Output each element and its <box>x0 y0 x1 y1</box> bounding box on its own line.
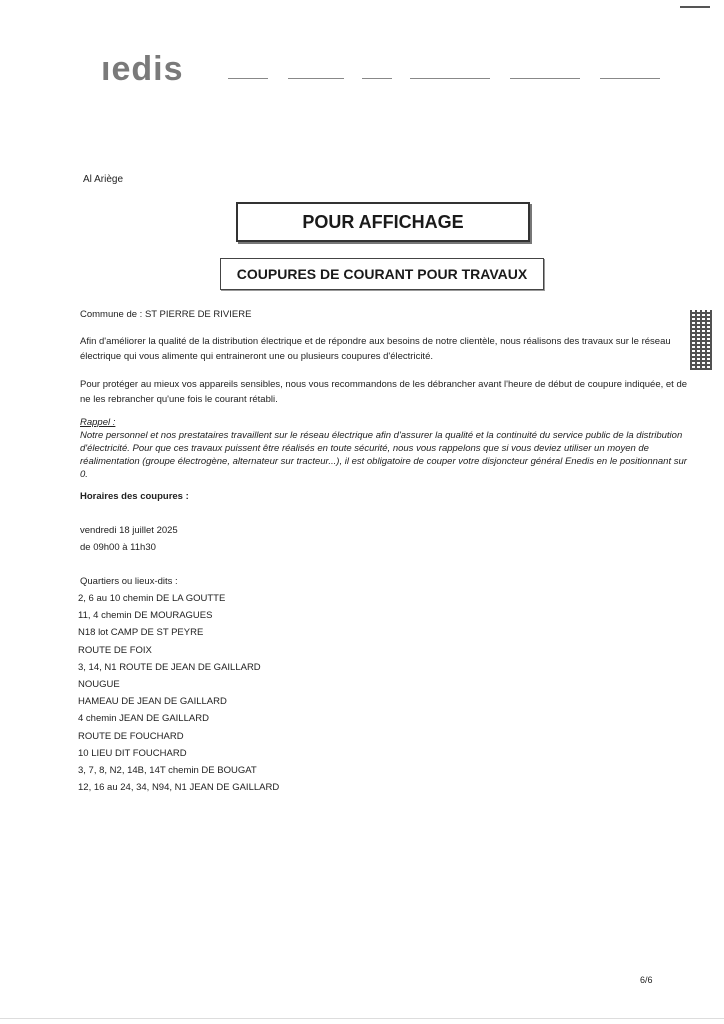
commune-line: Commune de : ST PIERRE DE RIVIERE <box>80 309 252 320</box>
rappel-block <box>80 416 695 481</box>
list-item: HAMEAU DE JEAN DE GAILLARD <box>78 696 227 708</box>
schedule-time: de 09h00 à 11h30 <box>80 542 156 553</box>
header-rule <box>510 78 580 79</box>
list-item: ROUTE DE FOUCHARD <box>78 730 184 742</box>
list-item: 12, 16 au 24, 34, N94, N1 JEAN DE GAILLARD <box>78 782 280 794</box>
header-rule <box>410 78 490 79</box>
header-rule <box>600 78 660 79</box>
quartiers-heading: Quartiers ou lieux-dits : <box>80 576 178 587</box>
title-box: POUR AFFICHAGE <box>236 202 530 242</box>
list-item: 2, 6 au 10 chemin DE LA GOUTTE <box>78 593 226 604</box>
rappel-text: Notre personnel et nos prestataires travaillent sur le réseau électrique afin d'assurer la qualité et la continuité du service public de la distribution d'électricité. Pour que ces travaux puissent être réalisés en toute sécurité, nous vous rappelons que si vous deviez utiliser un moyen de réalimentation (groupe électrogène, alternateur sur tracteur...), il est obligatoire de couper votre disjoncteur général Enedis en le positionnant sur 0. <box>80 430 687 480</box>
subtitle-box: COUPURES DE COURANT POUR TRAVAUX <box>220 258 544 290</box>
list-item: 3, 14, N1 ROUTE DE JEAN DE GAILLARD <box>78 661 261 673</box>
schedule-date: vendredi 18 juillet 2025 <box>80 525 178 536</box>
quartiers-list <box>78 590 279 796</box>
list-item: 3, 7, 8, N2, 14B, 14T chemin DE BOUGAT <box>78 765 257 777</box>
rappel-title: Rappel : <box>80 417 116 428</box>
enedis-logo: ıedis <box>101 50 184 88</box>
page-bottom-rule <box>0 1018 724 1019</box>
list-item: ROUTE DE FOIX <box>78 644 152 656</box>
page-number: 6/6 <box>640 975 653 985</box>
header-rule <box>228 78 268 79</box>
list-item: 4 chemin JEAN DE GAILLARD <box>78 713 209 725</box>
advice-paragraph: Pour protéger au mieux vos appareils sensibles, nous vous recommandons de les débrancher avant l'heure de début de coupure indiquée, et de ne les rebrancher qu'une fois le courant rétabli. <box>80 379 688 405</box>
intro-paragraph: Afin d'améliorer la qualité de la distribution électrique et de répondre aux besoins de notre clientèle, nous réalisons des travaux sur le réseau électrique qui vous alimente qui entraineront une ou plusieurs coupures d'électricité. <box>80 336 671 362</box>
list-item: NOUGUE <box>78 679 120 691</box>
scan-mark <box>680 6 710 8</box>
schedule <box>80 522 695 556</box>
list-item: N18 lot CAMP DE ST PEYRE <box>78 627 204 639</box>
header-rule <box>362 78 392 79</box>
horaires-heading: Horaires des coupures : <box>80 491 189 502</box>
list-item: 11, 4 chemin DE MOURAGUES <box>78 610 213 622</box>
list-item: 10 LIEU DIT FOUCHARD <box>78 747 187 759</box>
header-rule <box>288 78 344 79</box>
addressee: Al Ariège <box>83 174 124 185</box>
